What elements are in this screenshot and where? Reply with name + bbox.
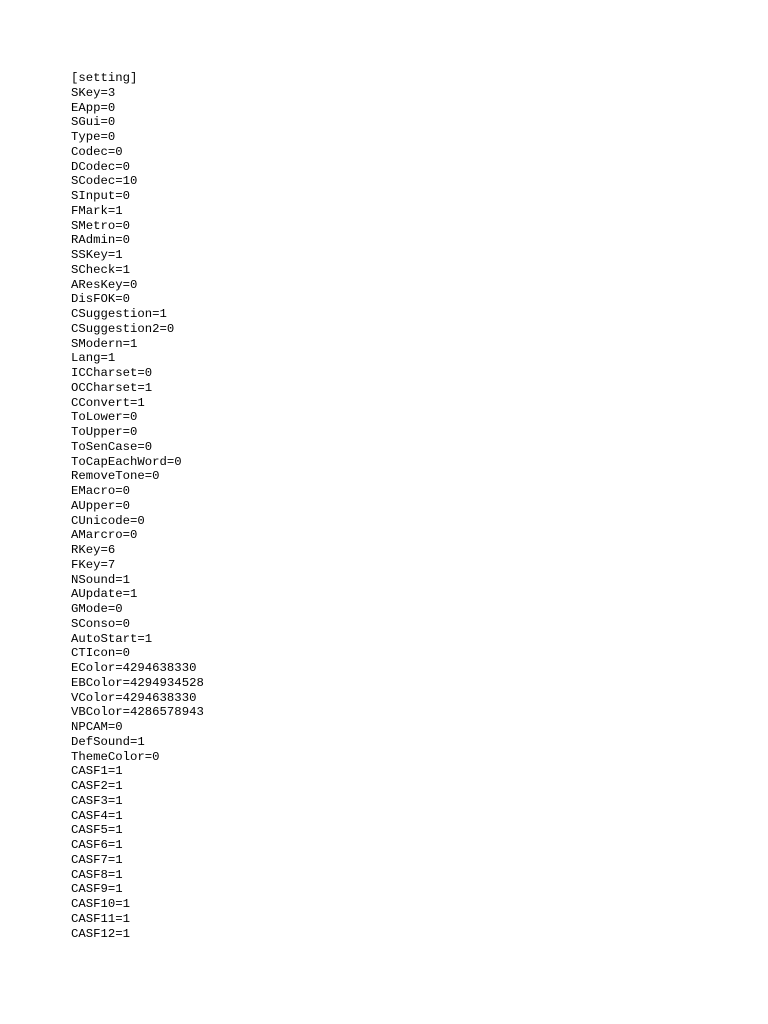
config-line: AutoStart=1 (71, 631, 153, 646)
config-line: Type=0 (71, 130, 116, 144)
config-line: ToCapEachWord=0 (71, 454, 182, 469)
config-line: SSKey=1 (71, 248, 123, 262)
config-line: CSuggestion=1 (71, 307, 167, 321)
config-line: DCodec=0 (71, 159, 131, 174)
config-line: CTIcon=0 (71, 646, 131, 661)
config-line: NPCAM=0 (71, 720, 123, 734)
config-line: Lang=1 (71, 351, 116, 366)
config-line: VColor=4294638330 (71, 690, 197, 705)
config-line: SModern=1 (71, 336, 138, 351)
config-line: SMetro=0 (71, 218, 131, 233)
config-line: ToUpper=0 (71, 425, 138, 439)
section-header: [setting] (71, 71, 138, 85)
config-line: AUpper=0 (71, 498, 131, 513)
config-line: FMark=1 (71, 203, 123, 218)
config-line: NSound=1 (71, 572, 131, 587)
config-line: ThemeColor=0 (71, 749, 160, 764)
config-line: CASF12=1 (71, 926, 131, 941)
config-line: DisFOK=0 (71, 292, 131, 307)
config-line: CASF9=1 (71, 882, 123, 897)
config-line: CASF10=1 (71, 897, 131, 911)
config-line: CSuggestion2=0 (71, 321, 175, 336)
config-line: RemoveTone=0 (71, 469, 160, 484)
config-line: EApp=0 (71, 100, 116, 115)
config-line: CASF7=1 (71, 852, 123, 867)
config-line: ICCharset=0 (71, 366, 153, 380)
config-line: OCCharset=1 (71, 380, 153, 395)
config-line: AUpdate=1 (71, 587, 138, 602)
config-line: AResKey=0 (71, 277, 138, 292)
config-line: CASF4=1 (71, 808, 123, 823)
config-line: SKey=3 (71, 85, 116, 100)
config-line: SInput=0 (71, 189, 131, 203)
config-line: CASF5=1 (71, 823, 123, 838)
config-line: CASF1=1 (71, 764, 123, 779)
config-line: ToSenCase=0 (71, 439, 153, 454)
config-line: CUnicode=0 (71, 513, 145, 528)
config-line: SConso=0 (71, 616, 131, 631)
config-line: SGui=0 (71, 115, 116, 130)
config-document (71, 71, 204, 941)
config-line: FKey=7 (71, 557, 116, 572)
config-line: CASF2=1 (71, 779, 123, 793)
config-line: CASF8=1 (71, 867, 123, 882)
config-line: EBColor=4294934528 (71, 675, 204, 690)
config-line: AMarcro=0 (71, 528, 138, 543)
config-line: GMode=0 (71, 602, 123, 616)
config-line: EColor=4294638330 (71, 661, 197, 675)
config-line: CASF3=1 (71, 793, 123, 808)
config-line: DefSound=1 (71, 734, 145, 749)
config-line: EMacro=0 (71, 484, 131, 498)
config-line: SCheck=1 (71, 262, 131, 277)
config-line: ToLower=0 (71, 410, 138, 425)
config-line: Codec=0 (71, 144, 123, 159)
config-line: CConvert=1 (71, 395, 145, 410)
config-line: SCodec=10 (71, 174, 138, 189)
config-line: VBColor=4286578943 (71, 705, 204, 720)
config-line: RKey=6 (71, 543, 116, 557)
config-line: RAdmin=0 (71, 233, 131, 248)
config-line: CASF6=1 (71, 838, 123, 852)
config-line: CASF11=1 (71, 911, 131, 926)
